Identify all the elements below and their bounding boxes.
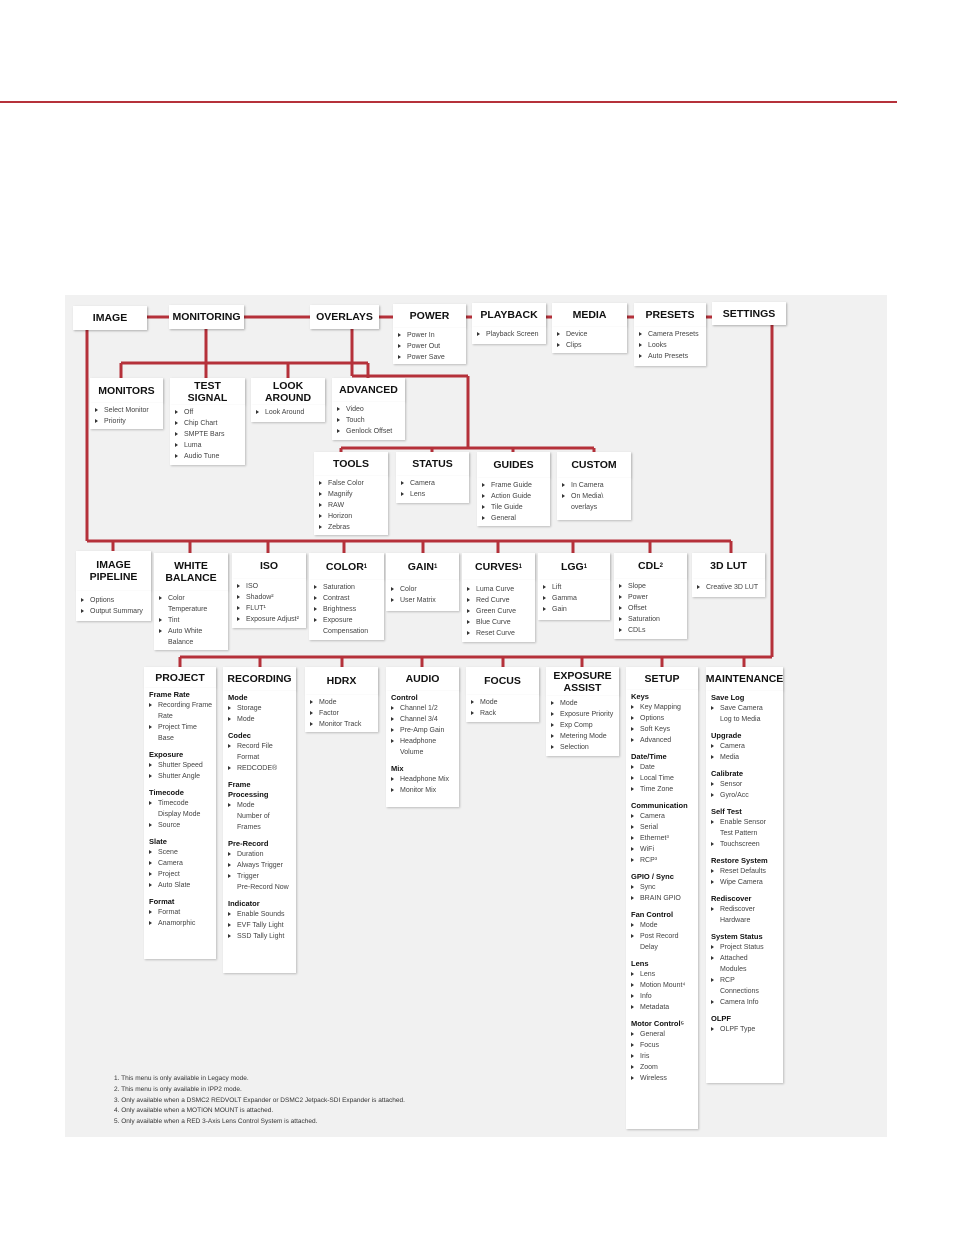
menu-monitoring-label: MONITORING: [172, 311, 241, 323]
menu-item[interactable]: Lens: [401, 489, 466, 500]
submenu-group-label: Pre-Record: [228, 839, 269, 848]
menu-item[interactable]: Duration: [228, 849, 293, 860]
menu-item[interactable]: Red Curve: [467, 595, 532, 606]
menu-item[interactable]: Metering Mode: [551, 731, 616, 742]
menu-item[interactable]: Motion Mount⁴: [631, 980, 695, 991]
menu-item[interactable]: Wipe Camera: [711, 877, 780, 888]
menu-item[interactable]: Source: [149, 820, 213, 831]
menu-item-continued: Format: [237, 754, 260, 761]
menu-color[interactable]: [309, 553, 384, 580]
menu-item[interactable]: Luma Curve: [467, 584, 532, 595]
menu-item[interactable]: Camera: [149, 858, 213, 869]
menu-item-continued: Number of: [237, 813, 270, 820]
menu-lgg-label: LGG: [560, 560, 584, 573]
menu-gain-label: GAIN: [407, 560, 434, 573]
menu-recording-label: RECORDING: [227, 673, 292, 685]
menu-item-continued: Display Mode: [158, 811, 201, 818]
menu-item[interactable]: Camera Presets: [639, 329, 703, 340]
menu-item[interactable]: Iris: [631, 1051, 695, 1062]
menu-setup-label: SETUP: [644, 672, 680, 685]
menu-item[interactable]: Gamma: [543, 593, 607, 604]
menu-item[interactable]: BRAIN GPIO: [631, 893, 695, 904]
menu-item[interactable]: Green Curve: [467, 606, 532, 617]
power-items: [393, 328, 466, 364]
menu-item[interactable]: Channel 3/4: [391, 714, 456, 725]
menu-item[interactable]: Options: [631, 713, 695, 724]
menu-item[interactable]: Camera: [711, 741, 780, 752]
menu-item[interactable]: Monitor Track: [310, 719, 375, 730]
menu-recording[interactable]: [223, 667, 296, 691]
menu-item[interactable]: RCP: [711, 975, 780, 986]
submenu-group-label: Keys: [631, 692, 649, 701]
menu-settings-label: SETTINGS: [722, 307, 776, 320]
menu-item-continued: Balance: [168, 639, 194, 646]
menu-item-continued: Frames: [237, 824, 261, 831]
menu-gain[interactable]: [386, 553, 459, 580]
menu-item[interactable]: Time Zone: [631, 784, 695, 795]
menu-item[interactable]: Headphone: [391, 736, 456, 747]
footnote-ref: 1: [363, 563, 368, 570]
menu-tools[interactable]: [314, 452, 388, 476]
menu-item-continued: Volume: [400, 749, 424, 756]
menu-item[interactable]: Anamorphic: [149, 918, 213, 929]
presets-items: [634, 327, 706, 366]
menu-item[interactable]: Ethernet³: [631, 833, 695, 844]
menu-curves-label: CURVES: [475, 560, 519, 573]
exposure-assist-items: [546, 696, 619, 756]
menu-exposure-assist[interactable]: [546, 667, 619, 696]
submenu-group-label: Date/Time: [631, 752, 667, 761]
menu-playback-label: PLAYBACK: [480, 309, 538, 321]
menu-item-continued: Test Pattern: [720, 830, 758, 837]
submenu-group-label: Mode: [228, 693, 248, 702]
white-balance-items: [154, 591, 228, 650]
hdrx-items: [305, 695, 378, 732]
menu-item[interactable]: Sync: [631, 882, 695, 893]
menu-item[interactable]: Local Time: [631, 773, 695, 784]
menu-item[interactable]: Blue Curve: [467, 617, 532, 628]
menu-item[interactable]: Trigger: [228, 871, 293, 882]
menu-item[interactable]: Date: [631, 762, 695, 773]
menu-item[interactable]: Mode: [471, 697, 536, 708]
menu-custom-label: CUSTOM: [571, 459, 617, 471]
playback-items: [472, 327, 546, 344]
menu-item[interactable]: Focus: [631, 1040, 695, 1051]
submenu-group-label: Slate: [149, 837, 167, 846]
menu-item[interactable]: Off: [175, 407, 242, 418]
menu-white-balance-label-1: WHITE: [174, 560, 208, 572]
menu-image-pipeline-label-1: IMAGE: [96, 559, 131, 571]
menu-item[interactable]: Genlock Offset: [337, 426, 402, 437]
menu-item[interactable]: Camera Info: [711, 997, 780, 1008]
menu-item-text: overlays: [571, 504, 598, 511]
menu-cdl-label: CDL: [638, 560, 660, 572]
menu-item[interactable]: Mode: [228, 714, 293, 725]
menu-curves[interactable]: [462, 553, 535, 580]
menu-item[interactable]: Look Around: [256, 407, 322, 418]
menu-item[interactable]: Gain: [543, 604, 607, 615]
submenu-group-label: Frame: [228, 780, 251, 789]
menu-item[interactable]: Auto White: [159, 626, 225, 637]
menu-item[interactable]: Save Camera: [711, 703, 780, 714]
menu-item[interactable]: Rediscover: [711, 904, 780, 915]
maintenance-items: [706, 691, 783, 1083]
lgg-items: [538, 580, 610, 620]
submenu-group-label: Motor Control⁵: [631, 1019, 685, 1028]
menu-custom[interactable]: [557, 452, 631, 478]
menu-focus[interactable]: [466, 667, 539, 695]
menu-item[interactable]: Storage: [228, 703, 293, 714]
menu-hdrx[interactable]: [305, 667, 378, 695]
menu-item-continued: Rate: [158, 713, 173, 720]
menu-look-around-label-1: LOOK: [272, 379, 304, 392]
curves-items: [462, 580, 535, 642]
menu-guides-label: GUIDES: [493, 459, 534, 471]
menu-item[interactable]: Audio Tune: [175, 451, 242, 462]
submenu-group-label: Control: [391, 693, 418, 702]
guides-items: [477, 478, 550, 526]
footnote: 3. Only available when a DSMC2 REDVOLT Expander or DSMC2 Jetpack-SDI Expander is attached.: [114, 1096, 405, 1104]
menu-exposure-assist-label-1: EXPOSURE: [553, 669, 612, 682]
menu-presets[interactable]: [634, 303, 706, 327]
submenu-group-label: System Status: [711, 932, 763, 941]
menu-project-label: PROJECT: [155, 671, 205, 684]
menu-item[interactable]: Mode: [551, 698, 616, 709]
menu-monitors-label: MONITORS: [98, 384, 155, 397]
menu-monitors[interactable]: [90, 378, 163, 403]
menu-item[interactable]: Touch: [337, 415, 402, 426]
submenu-group-label: Mix: [391, 764, 404, 773]
menu-item[interactable]: Power Out: [398, 341, 463, 352]
menu-status[interactable]: [396, 452, 469, 476]
image-pipeline-items: [76, 591, 151, 621]
submenu-group-label: Fan Control: [631, 910, 674, 919]
menu-item[interactable]: FLUT¹: [237, 603, 303, 614]
menu-item[interactable]: Device: [557, 329, 624, 340]
menu-exposure-assist-label-2: ASSIST: [563, 681, 602, 694]
footnote-ref: 1: [433, 563, 438, 570]
menu-white-balance-label-2: BALANCE: [165, 572, 217, 584]
footnote-ref: 1: [583, 563, 588, 570]
menu-item-continued: Temperature: [168, 606, 208, 613]
menu-item[interactable]: Action Guide: [482, 491, 547, 502]
menu-item[interactable]: Shutter Angle: [149, 771, 213, 782]
menu-media-label: MEDIA: [572, 309, 607, 321]
menu-item[interactable]: Always Trigger: [228, 860, 293, 871]
menu-item[interactable]: Project: [149, 869, 213, 880]
menu-item[interactable]: Key Mapping: [631, 702, 695, 713]
menu-item[interactable]: Brightness: [314, 604, 381, 615]
menu-monitoring[interactable]: [169, 305, 244, 329]
menu-item-continued: Modules: [720, 966, 747, 973]
project-items: [144, 688, 216, 959]
menu-item[interactable]: Zebras: [319, 522, 385, 533]
menu-item[interactable]: Touchscreen: [711, 839, 780, 850]
footnote: 1. This menu is only available in Legacy mode.: [114, 1075, 249, 1082]
gain-items: [386, 580, 459, 611]
menu-item[interactable]: Luma: [175, 440, 242, 451]
menu-item[interactable]: Exposure Adjust²: [237, 614, 303, 625]
menu-overlays-label: OVERLAYS: [316, 311, 373, 323]
menu-item[interactable]: Serial: [631, 822, 695, 833]
menu-advanced-label: ADVANCED: [339, 384, 398, 396]
menu-item[interactable]: Shadow²: [237, 592, 303, 603]
menu-item-continued: Delay: [640, 944, 658, 951]
menu-item[interactable]: Selection: [551, 742, 616, 753]
menu-power-label: POWER: [409, 310, 450, 322]
menu-item[interactable]: RCP³: [631, 855, 695, 866]
menu-item[interactable]: Rack: [471, 708, 536, 719]
menu-item[interactable]: RAW: [319, 500, 385, 511]
menu-setup[interactable]: [626, 667, 698, 690]
status-items: [396, 476, 469, 503]
focus-items: [466, 695, 539, 722]
menu-3d-lut[interactable]: [692, 553, 765, 579]
menu-item[interactable]: Project Status: [711, 942, 780, 953]
menu-cdl[interactable]: [614, 553, 687, 579]
menu-maintenance[interactable]: [706, 667, 783, 691]
menu-item[interactable]: EVF Tally Light: [228, 920, 293, 931]
menu-item[interactable]: Info: [631, 991, 695, 1002]
menu-item[interactable]: Soft Keys: [631, 724, 695, 735]
menu-item[interactable]: Scene: [149, 847, 213, 858]
menu-color-label: COLOR: [325, 560, 364, 573]
menu-item[interactable]: Frame Guide: [482, 480, 547, 491]
menu-item[interactable]: Post Record: [631, 931, 695, 942]
submenu-group-label: Save Log: [711, 693, 745, 702]
menu-settings[interactable]: [712, 302, 786, 325]
menu-image-label: IMAGE: [92, 312, 128, 324]
menu-item[interactable]: Wireless: [631, 1073, 695, 1084]
menu-item[interactable]: Lift: [543, 582, 607, 593]
menu-item[interactable]: Mode: [631, 920, 695, 931]
menu-playback[interactable]: [472, 303, 546, 327]
menu-item[interactable]: REDCODE®: [228, 763, 293, 774]
menu-look-around[interactable]: [251, 378, 325, 405]
menu-item[interactable]: OLPF Type: [711, 1024, 780, 1035]
menu-item[interactable]: Looks: [639, 340, 703, 351]
menu-test-signal-label-1: TEST: [194, 379, 221, 392]
menu-item-continued: Log to Media: [720, 716, 761, 723]
submenu-group-label: Upgrade: [711, 731, 742, 740]
color-items: [309, 580, 384, 640]
iso-items: [232, 579, 306, 628]
menu-item[interactable]: Zoom: [631, 1062, 695, 1073]
tools-items: [314, 476, 388, 535]
menu-item[interactable]: General: [482, 513, 547, 524]
menu-audio[interactable]: [386, 667, 459, 691]
menu-item[interactable]: User Matrix: [391, 595, 456, 606]
menu-item[interactable]: Headphone Mix: [391, 774, 456, 785]
menu-item[interactable]: Slope: [619, 581, 684, 592]
footnotes: [114, 1074, 405, 1128]
submenu-group-label: Exposure: [149, 750, 184, 759]
menu-item[interactable]: Project Time: [149, 722, 213, 733]
menu-item[interactable]: Playback Screen: [477, 329, 543, 340]
cdl-items: [614, 579, 687, 639]
setup-items: [626, 690, 698, 1129]
advanced-items: [332, 402, 405, 440]
menu-item[interactable]: General: [631, 1029, 695, 1040]
menu-item[interactable]: Clips: [557, 340, 624, 351]
menu-item[interactable]: Record File: [228, 741, 293, 752]
menu-item[interactable]: Options: [81, 595, 148, 606]
menu-item[interactable]: ISO: [237, 581, 303, 592]
menu-item[interactable]: Mode: [228, 800, 293, 811]
menu-media[interactable]: [552, 303, 627, 327]
menu-item[interactable]: Tint: [159, 615, 225, 626]
submenu-group-label: Restore System: [711, 856, 768, 865]
footnote-ref: 2: [659, 563, 663, 569]
menu-item[interactable]: Attached: [711, 953, 780, 964]
menu-item[interactable]: Exposure: [314, 615, 381, 626]
menu-3d-lut-label: 3D LUT: [710, 560, 747, 572]
footnote: 2. This menu is only available in IPP2 mode.: [114, 1085, 242, 1093]
menu-item[interactable]: WiFi: [631, 844, 695, 855]
menu-item[interactable]: CDLs: [619, 625, 684, 636]
menu-power[interactable]: [393, 304, 466, 328]
menu-item[interactable]: Chip Chart: [175, 418, 242, 429]
submenu-group-label: GPIO / Sync: [631, 872, 674, 881]
menu-item[interactable]: Factor: [310, 708, 375, 719]
audio-items: [386, 691, 459, 807]
menu-item[interactable]: Mode: [310, 697, 375, 708]
footnote: 4. Only available when a MOTION MOUNT is attached.: [114, 1107, 274, 1115]
menu-lgg[interactable]: [538, 553, 610, 580]
menu-item[interactable]: Pre-Amp Gain: [391, 725, 456, 736]
menu-item[interactable]: Timecode: [149, 798, 213, 809]
menu-item[interactable]: Exposure Priority: [551, 709, 616, 720]
submenu-group-label: Timecode: [149, 788, 184, 797]
menu-item[interactable]: Lens: [631, 969, 695, 980]
menu-item[interactable]: Format: [149, 907, 213, 918]
media-items: [552, 327, 627, 353]
menu-item[interactable]: On Media\: [562, 491, 628, 502]
menu-item-continued: Connections: [720, 988, 759, 995]
menu-item[interactable]: False Color: [319, 478, 385, 489]
menu-item[interactable]: Power In: [398, 330, 463, 341]
menu-maintenance-label: MAINTENANCE: [705, 673, 784, 685]
menu-project[interactable]: [144, 667, 216, 688]
submenu-group-label: Codec: [228, 731, 251, 740]
menu-item[interactable]: SSD Tally Light: [228, 931, 293, 942]
menu-item[interactable]: Power: [619, 592, 684, 603]
menu-item-continued: Base: [158, 735, 174, 742]
menu-look-around-label-2: AROUND: [264, 391, 312, 404]
footnote-ref: 1: [518, 563, 522, 570]
menu-item[interactable]: Offset: [619, 603, 684, 614]
menu-item[interactable]: Horizon: [319, 511, 385, 522]
menu-item[interactable]: Media: [711, 752, 780, 763]
menu-item[interactable]: Magnify: [319, 489, 385, 500]
menu-item[interactable]: Metadata: [631, 1002, 695, 1013]
menu-item[interactable]: SMPTE Bars: [175, 429, 242, 440]
menu-item[interactable]: Channel 1/2: [391, 703, 456, 714]
submenu-group-label: Communication: [631, 801, 688, 810]
menu-status-label: STATUS: [412, 458, 453, 470]
monitors-items: [90, 403, 163, 429]
menu-item[interactable]: In Camera: [562, 480, 628, 491]
menu-focus-label: FOCUS: [484, 675, 521, 687]
menu-iso[interactable]: [232, 553, 306, 579]
submenu-group-label: Rediscover: [711, 894, 752, 903]
menu-item[interactable]: Priority: [95, 416, 160, 427]
menu-item[interactable]: Contrast: [314, 593, 381, 604]
menu-item[interactable]: Auto Presets: [639, 351, 703, 362]
menu-item[interactable]: Exp Comp: [551, 720, 616, 731]
menu-overlays[interactable]: [310, 305, 379, 329]
menu-audio-label: AUDIO: [405, 673, 440, 685]
menu-item[interactable]: Creative 3D LUT: [697, 582, 762, 593]
menu-item[interactable]: Color: [159, 593, 225, 604]
submenu-group-label: Self Test: [711, 807, 742, 816]
menu-item[interactable]: Advanced: [631, 735, 695, 746]
submenu-group-label: Format: [149, 897, 175, 906]
menu-image-pipeline[interactable]: [76, 551, 151, 591]
submenu-group-label: Lens: [631, 959, 649, 968]
menu-item[interactable]: Monitor Mix: [391, 785, 456, 796]
menu-item[interactable]: Video: [337, 404, 402, 415]
menu-hdrx-label: HDRX: [326, 675, 357, 687]
3d-lut-items: [692, 579, 765, 597]
menu-item[interactable]: Reset Curve: [467, 628, 532, 639]
custom-items: [557, 478, 631, 520]
submenu-group-label: Calibrate: [711, 769, 744, 778]
menu-white-balance[interactable]: [154, 553, 228, 591]
menu-item[interactable]: Reset Defaults: [711, 866, 780, 877]
menu-item[interactable]: Auto Slate: [149, 880, 213, 891]
footnote: 5. Only available when a RED 3-Axis Lens Control System is attached.: [114, 1118, 318, 1126]
menu-item[interactable]: Recording Frame: [149, 700, 213, 711]
submenu-group-label: Processing: [228, 790, 269, 799]
menu-image[interactable]: [73, 306, 147, 330]
menu-item[interactable]: Tile Guide: [482, 502, 547, 513]
menu-test-signal-label-2: SIGNAL: [187, 391, 228, 404]
menu-item[interactable]: Power Save: [398, 352, 463, 363]
menu-tools-label: TOOLS: [333, 458, 369, 470]
menu-item[interactable]: Enable Sounds: [228, 909, 293, 920]
menu-item[interactable]: Camera: [631, 811, 695, 822]
menu-item-continued: [562, 502, 628, 513]
look-around-items: [251, 405, 325, 422]
menu-item[interactable]: Color: [391, 584, 456, 595]
menu-item[interactable]: Select Monitor: [95, 405, 160, 416]
menu-item-continued: Compensation: [323, 628, 369, 635]
menu-item[interactable]: Enable Sensor: [711, 817, 780, 828]
menu-test-signal[interactable]: [170, 378, 245, 405]
menu-item[interactable]: Gyro/Acc: [711, 790, 780, 801]
menu-advanced[interactable]: [332, 378, 405, 402]
recording-items: [223, 691, 296, 973]
submenu-group-label: Indicator: [228, 899, 260, 908]
menu-item[interactable]: Camera: [401, 478, 466, 489]
menu-item[interactable]: Shutter Speed: [149, 760, 213, 771]
menu-presets-label: PRESETS: [645, 309, 695, 321]
menu-item[interactable]: Sensor: [711, 779, 780, 790]
menu-item[interactable]: Saturation: [314, 582, 381, 593]
test-signal-items: [170, 405, 245, 465]
menu-iso-label: ISO: [259, 560, 279, 572]
menu-item[interactable]: Output Summary: [81, 606, 148, 617]
menu-image-pipeline-label-2: PIPELINE: [89, 571, 138, 583]
submenu-group-label: OLPF: [711, 1014, 731, 1023]
menu-item-continued: Pre-Record Now: [237, 884, 289, 891]
menu-item-continued: Hardware: [720, 917, 751, 924]
submenu-group-label: Frame Rate: [149, 690, 190, 699]
menu-guides[interactable]: [477, 452, 550, 478]
menu-item[interactable]: Saturation: [619, 614, 684, 625]
